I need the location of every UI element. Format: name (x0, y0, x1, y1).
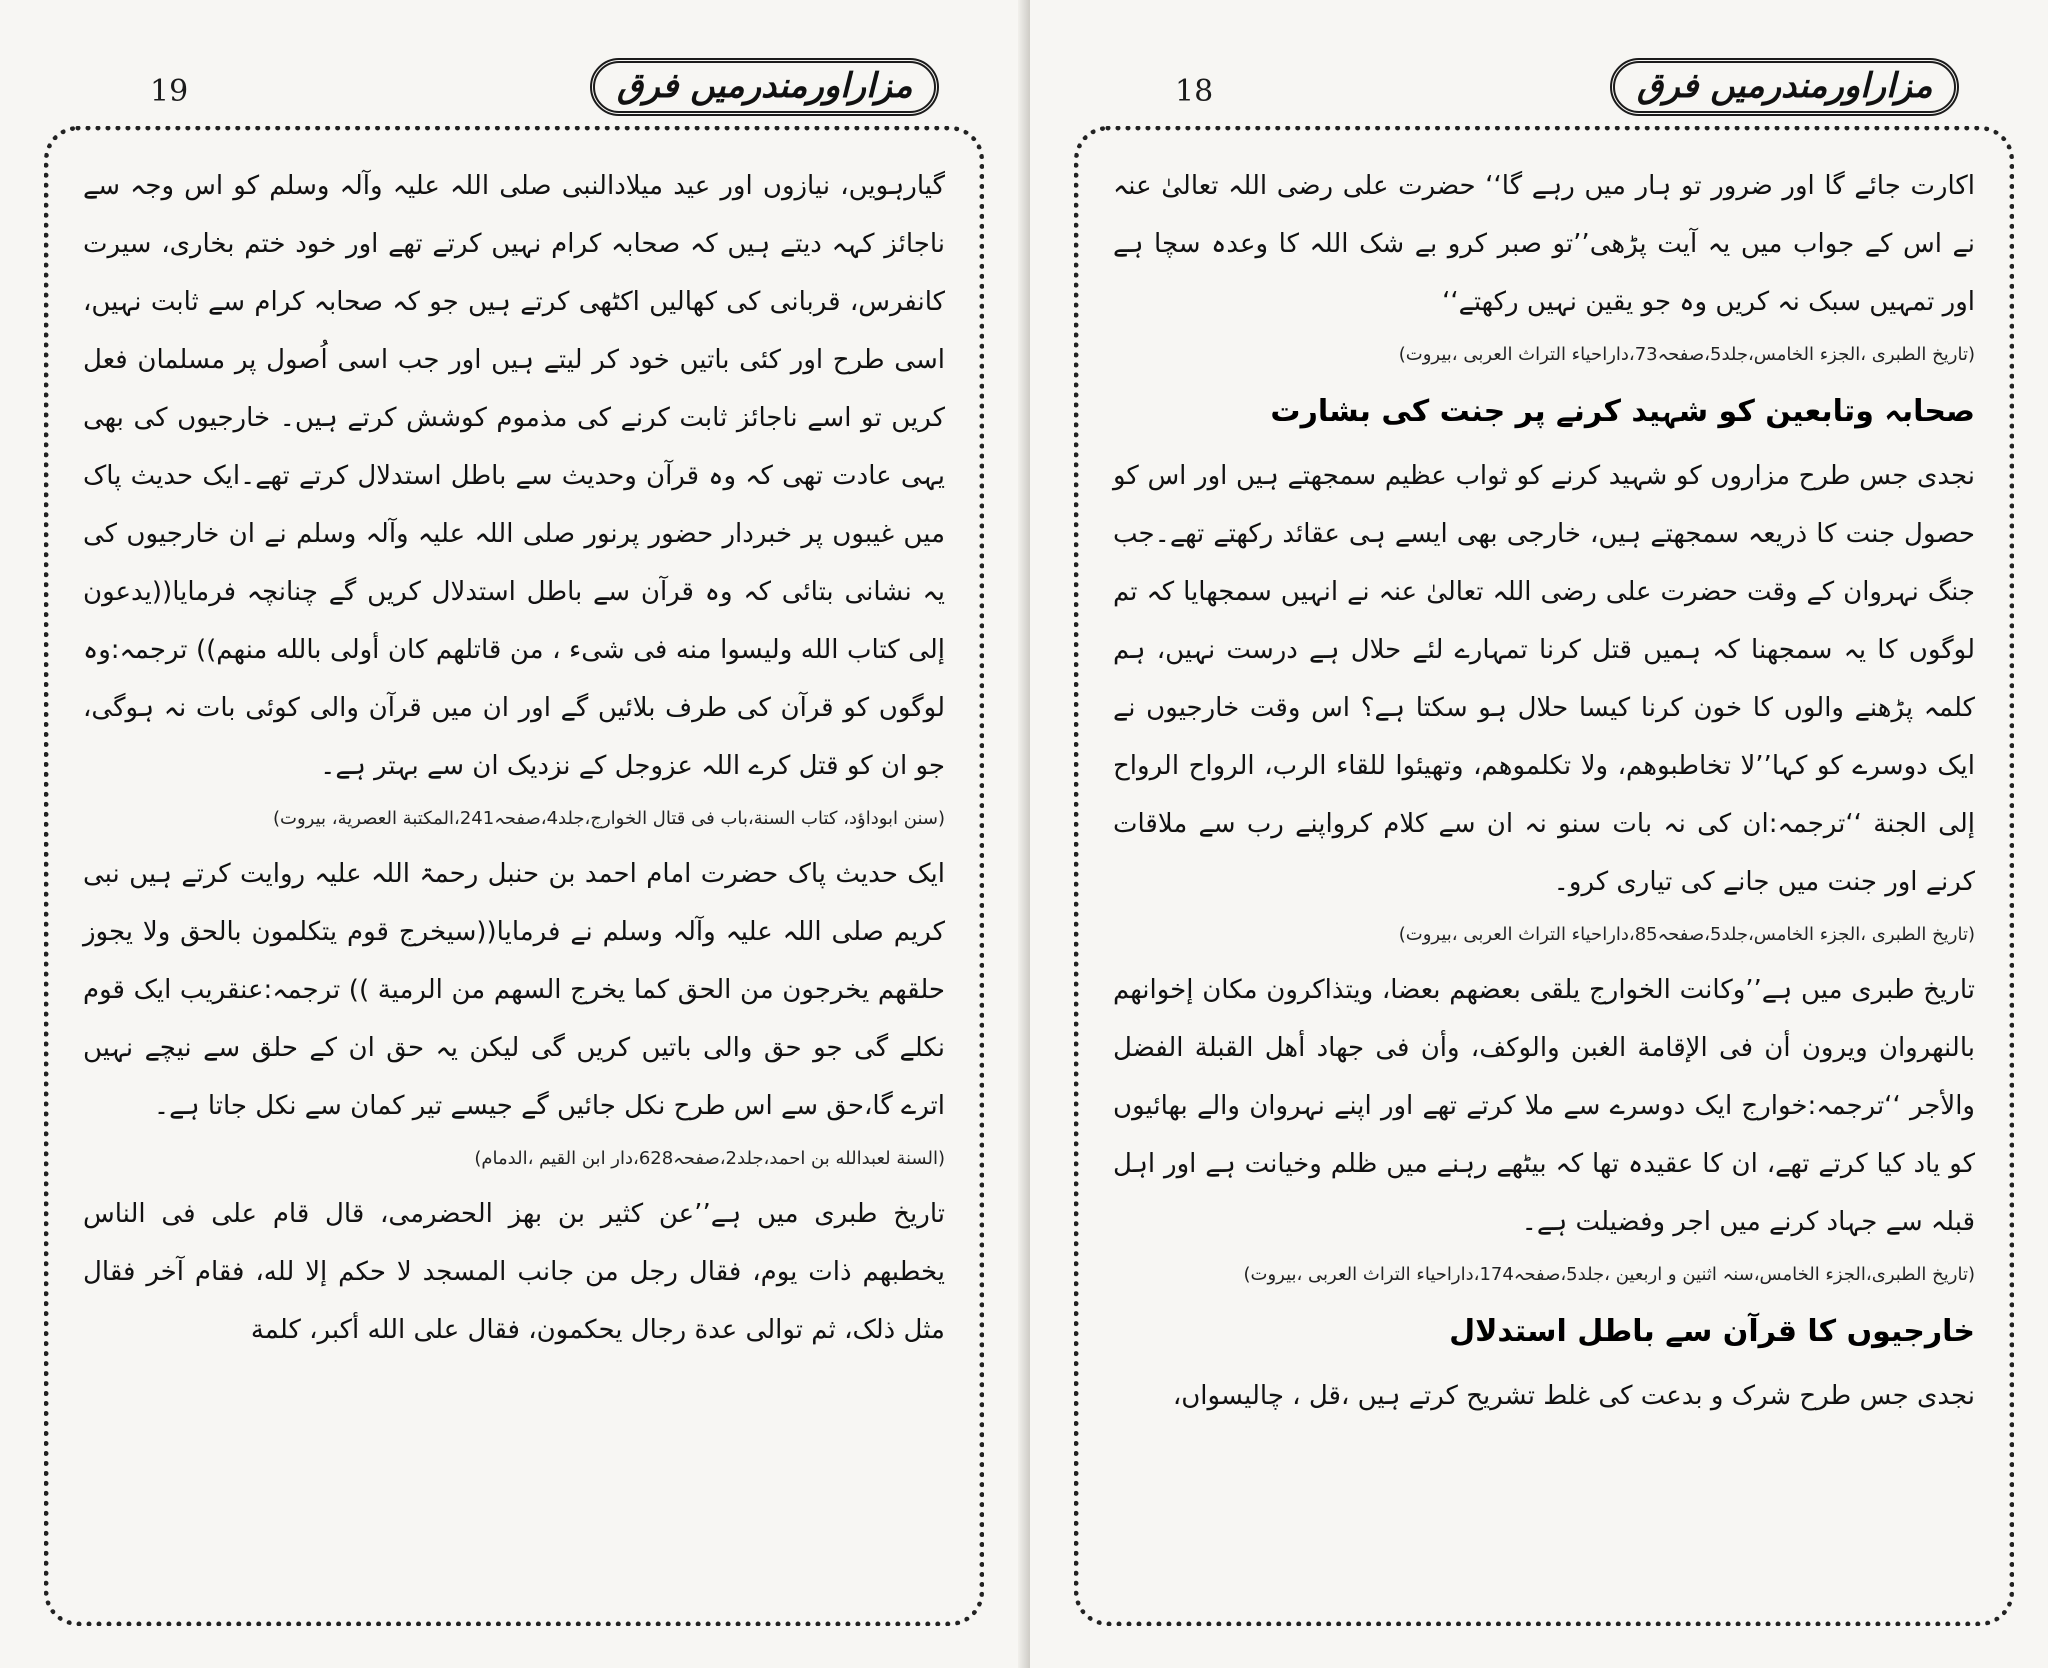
page-number: 18 (1175, 74, 1214, 109)
page-body (1079, 131, 2009, 1425)
paragraph: نجدی جس طرح مزاروں کو شہید کرنے کو ثواب عظیم سمجھتے ہیں اور اس کو حصول جنت کا ذریعہ سمجھتے ہیں، خارجی بھی ایسے ہی عقائد رکھتے تھے۔جب جنگ نہروان کے وقت حضرت علی رضی اللہ تعالیٰ عنہ نے انہیں سمجھایا کہ تم لوگوں کا یہ سمجھنا کہ ہمیں قتل کرنا تمہارے لئے حلال ہے درست نہیں، ہم کلمہ پڑھنے والوں کا خون کرنا کیسا حلال ہو سکتا ہے؟ اس وقت خارجیوں نے ایک دوسرے کو کہا’’لا تخاطبوهم، ولا تکلموهم، وتهیئوا للقاء الرب، الرواح الرواح إلی الجنة ‘‘ترجمہ:ان کی نہ بات سنو نہ ان سے کلام کرواپنے رب سے ملاقات کرنے اور جنت میں جانے کی تیاری کرو۔ (1113, 461, 1975, 897)
right-page (1030, 0, 2048, 1668)
text-frame (1074, 126, 2014, 1626)
citation: (سنن ابوداؤد، کتاب السنة،باب فی قتال الخوارج،جلد4،صفحہ241،المکتبة العصریة، بیروت) (273, 808, 945, 829)
page-body (49, 131, 979, 1359)
paragraph: اکارت جائے گا اور ضرور تو ہار میں رہے گا‘‘ حضرت علی رضی اللہ تعالیٰ عنہ نے اس کے جواب میں یہ آیت پڑھی’’تو صبر کرو بے شک اللہ کا وعدہ سچا ہے اور تمہیں سبک نہ کریں وہ جو یقین نہیں رکھتے‘‘ (1113, 171, 1975, 317)
paragraph: گیارہویں، نیازوں اور عید میلادالنبی صلی اللہ علیہ وآلہ وسلم کو اس وجہ سے ناجائز کہہ دیتے ہیں کہ صحابہ کرام نہیں کرتے تھے اور خود ختم بخاری، سیرت کانفرس، قربانی کی کھالیں اکٹھی کرتے ہیں جو کہ صحابہ کرام سے ثابت نہیں، اسی طرح اور کئی باتیں خود کر لیتے ہیں اور جب اسی اُصول پر مسلمان فعل کریں تو اسے ناجائز ثابت کرنے کی مذموم کوشش کرتے ہیں۔ خارجیوں کی بھی یہی عادت تھی کہ وہ قرآن وحدیث سے باطل استدلال کرتے تھے۔ایک حدیث پاک میں غیبوں پر خبردار حضور پرنور صلی اللہ علیہ وآلہ وسلم نے ان خارجیوں کی یہ نشانی بتائی کہ وہ قرآن سے باطل استدلال کریں گے چنانچہ فرمایا((یدعون إلی کتاب الله ولیسوا منه فی شیء ، من قاتلهم کان أولی بالله منهم)) ترجمہ:وہ لوگوں کو قرآن کی طرف بلائیں گے اور ان میں قرآن والی کوئی بات نہ ہوگی، جو ان کو قتل کرے اللہ عزوجل کے نزدیک ان سے بہتر ہے۔ (83, 171, 945, 781)
paragraph: نجدی جس طرح شرک و بدعت کی غلط تشریح کرتے ہیں ،قل ، چالیسواں، (1172, 1381, 1975, 1411)
running-header-badge: مزاراورمندرمیں فرق (1610, 58, 1959, 116)
paragraph: تاریخ طبری میں ہے’’وکانت الخوارج یلقی بعضهم بعضا، ویتذاکرون مکان إخوانهم بالنهروان ویرون أن فی الإقامة الغبن والوکف، وأن فی جهاد أهل القبلة الفضل والأجر ‘‘ترجمہ:خوارج ایک دوسرے سے ملا کرتے تھے اور اپنے نہروان والے بھائیوں کو یاد کیا کرتے تھے، ان کا عقیدہ تھا کہ بیٹھے رہنے میں ظلم وخیانت ہے اور اہل قبلہ سے جہاد کرنے میں اجر وفضیلت ہے۔ (1113, 975, 1975, 1237)
citation: (تاریخ الطبری،الجزء الخامس،سنہ اثنین و اربعین ،جلد5،صفحہ174،داراحیاء التراث العربی ،بیروت) (1243, 1264, 1975, 1285)
text-frame (44, 126, 984, 1626)
citation: (تاریخ الطبری ،الجزء الخامس،جلد5،صفحہ85،داراحیاء التراث العربی ،بیروت) (1398, 924, 1975, 945)
section-heading: خارجیوں کا قرآن سے باطل استدلال (1449, 1314, 1975, 1349)
paragraph: ایک حدیث پاک حضرت امام احمد بن حنبل رحمۃ اللہ علیہ روایت کرتے ہیں نبی کریم صلی اللہ علیہ وآلہ وسلم نے فرمایا((سیخرج قوم یتکلمون بالحق ولا یجوز حلقهم یخرجون من الحق کما یخرج السهم من الرمیة )) ترجمہ:عنقریب ایک قوم نکلے گی جو حق والی باتیں کریں گی لیکن یہ حق ان کے حلق سے نیچے نہیں اترے گا،حق سے اس طرح نکل جائیں گے جیسے تیر کمان سے نکل جاتا ہے۔ (83, 859, 945, 1121)
page-number: 19 (150, 74, 189, 109)
running-header-badge: مزاراورمندرمیں فرق (590, 58, 939, 116)
citation: (السنة لعبدالله بن احمد،جلد2،صفحہ628،دار ابن القیم ،الدمام) (474, 1148, 945, 1169)
section-heading: صحابہ وتابعین کو شہید کرنے پر جنت کی بشارت (1270, 394, 1975, 429)
citation: (تاریخ الطبری ،الجزء الخامس،جلد5،صفحہ73،داراحیاء التراث العربی ،بیروت) (1398, 344, 1975, 365)
paragraph: تاریخ طبری میں ہے’’عن کثیر بن بهز الحضرمی، قال قام علی فی الناس یخطبهم ذات یوم، فقال رجل من جانب المسجد لا حکم إلا لله، فقام آخر فقال مثل ذلک، ثم توالی عدة رجال یحکمون، فقال علی الله أکبر، کلمة (83, 1199, 945, 1345)
